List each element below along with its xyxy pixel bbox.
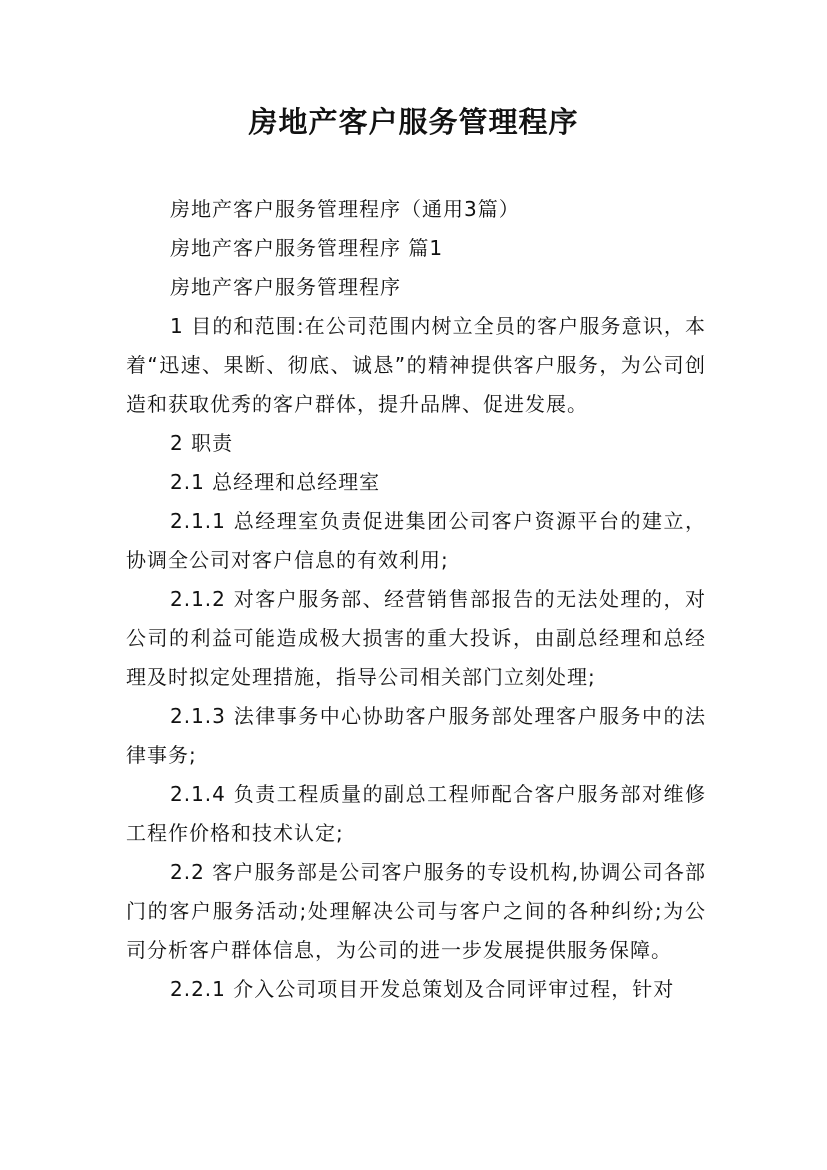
paragraph-section-2: 2 职责 <box>170 431 234 455</box>
paragraph-section-2-2-1: 2.2.1 介入公司项目开发总策划及合同评审过程，针对 <box>170 977 675 1001</box>
paragraph-section-2-1-4: 2.1.4 负责工程质量的副总工程师配合客户服务部对维修工程作价格和技术认定; <box>126 782 706 845</box>
document-body <box>126 190 706 1009</box>
paragraph-section-2-1: 2.1 总经理和总经理室 <box>170 470 381 494</box>
paragraph-section-2-1-1: 2.1.1 总经理室负责促进集团公司客户资源平台的建立，协调全公司对客户信息的有效利用; <box>126 509 706 572</box>
paragraph-purpose-scope: 1 目的和范围:在公司范围内树立全员的客户服务意识，本着“迅速、果断、彻底、诚恳”的精神提供客户服务，为公司创造和获取优秀的客户群体，提升品牌、促进发展。 <box>126 314 706 416</box>
document-title: 房地产客户服务管理程序 <box>248 105 579 139</box>
paragraph-section-2-1-2: 2.1.2 对客户服务部、经营销售部报告的无法处理的，对公司的利益可能造成极大损害的重大投诉，由副总经理和总经理及时拟定处理措施，指导公司相关部门立刻处理; <box>126 587 706 689</box>
paragraph-section-2-1-3: 2.1.3 法律事务中心协助客户服务部处理客户服务中的法律事务; <box>126 704 706 767</box>
paragraph-program-name: 房地产客户服务管理程序 <box>170 275 401 299</box>
paragraph-section-2-2: 2.2 客户服务部是公司客户服务的专设机构,协调公司各部门的客户服务活动;处理解决公司与客户之间的各种纠纷;为公司分析客户群体信息，为公司的进一步发展提供服务保障。 <box>126 860 706 962</box>
paragraph-article-heading: 房地产客户服务管理程序 篇1 <box>170 236 444 260</box>
paragraph-collection-title: 房地产客户服务管理程序（通用3篇） <box>170 197 520 221</box>
